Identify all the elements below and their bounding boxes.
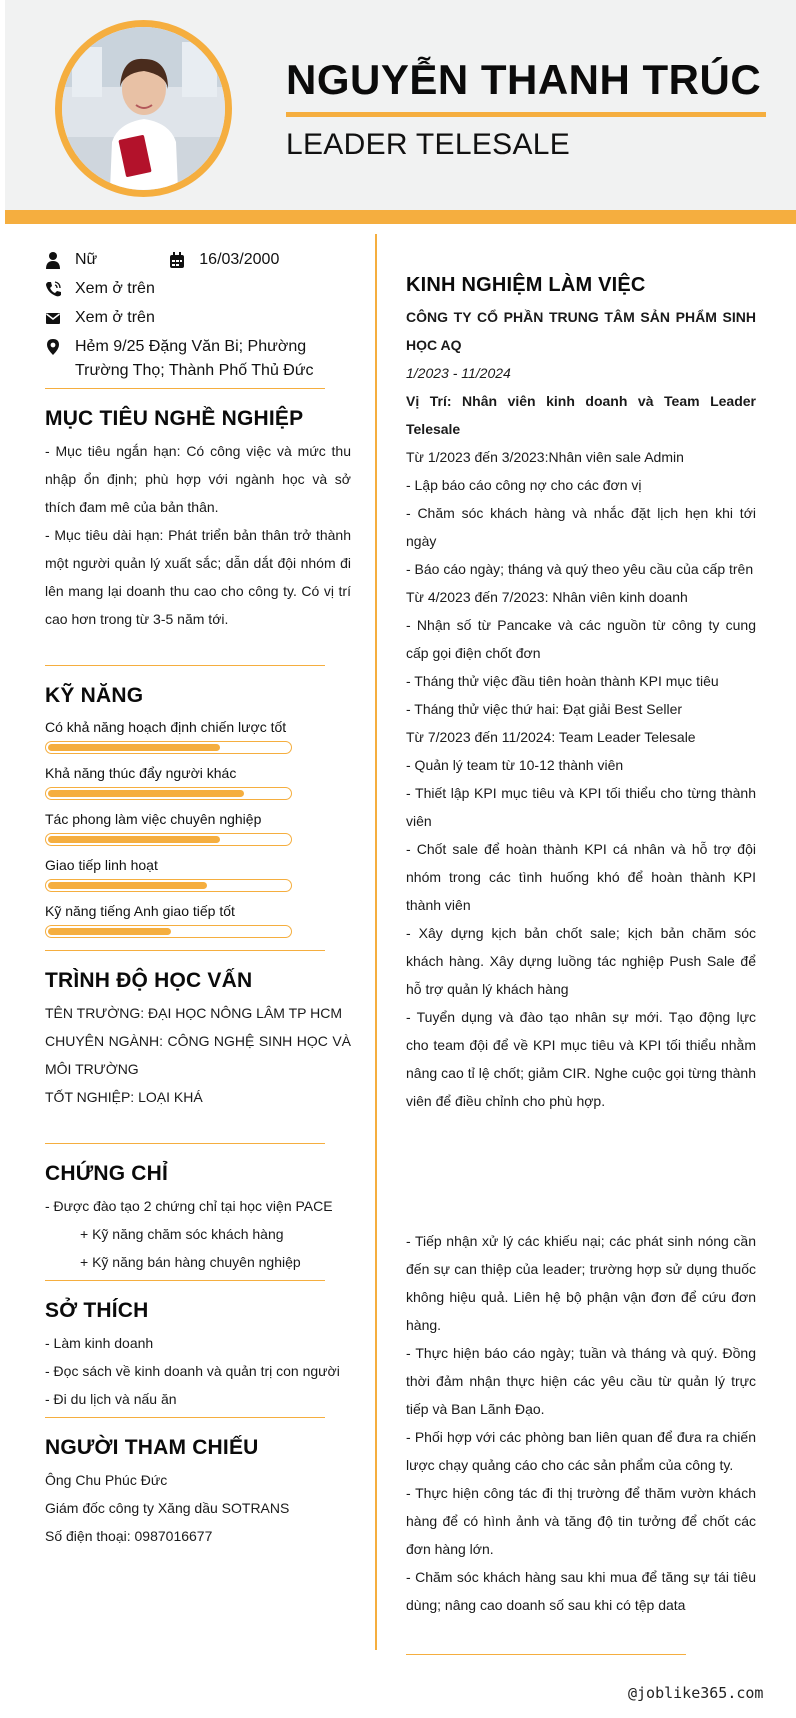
education-school: TÊN TRƯỜNG: ĐẠI HỌC NÔNG LÂM TP HCM [45, 1005, 342, 1021]
objective-long-term: - Mục tiêu dài hạn: Phát triển bản thân trở thành một người quản lý xuất sắc; dẫn dắt đội nhóm đi lên mang lại doanh thu cao cho công ty. Có vị trí cao hơn trong từ 3-5 năm tới. [45, 527, 351, 627]
skill-bar-fill [48, 928, 171, 935]
profile-photo-icon [62, 27, 225, 190]
candidate-role: LEADER TELESALE [286, 128, 571, 161]
person-icon [45, 251, 61, 269]
experience-title: KINH NGHIỆM LÀM VIỆC [406, 274, 646, 296]
certificates-intro: - Được đào tạo 2 chứng chỉ tại học viện PACE [45, 1198, 333, 1214]
gender-text: Nữ [75, 251, 98, 268]
experience-line: - Tuyển dụng và đào tạo nhân sự mới. Tạo động lực cho team đội để về KPI mục tiêu và KPI tối thiểu nhằm nâng cao tỉ lệ chốt; giảm CIR. Nghe cuộc gọi từng thành viên để điều chỉnh cho phù hợp. [406, 1009, 756, 1109]
certificates-text [45, 1192, 351, 1276]
skill-bar [45, 925, 292, 938]
experience-header [406, 303, 756, 443]
name-underline [286, 112, 766, 117]
experience-details-bottom [406, 1227, 756, 1619]
references-text [45, 1466, 351, 1550]
certificate-item: + Kỹ năng bán hàng chuyên nghiệp [80, 1254, 301, 1270]
phone-row [45, 277, 351, 301]
experience-line: - Chốt sale để hoàn thành KPI cá nhân và hỗ trợ đội nhóm trong các tình huống khó để hoàn thành KPI thành viên [406, 841, 756, 913]
experience-line: - Xây dựng kịch bản chốt sale; kịch bản chăm sóc khách hàng. Xây dựng luồng tác nghiệp Push Sale để hỗ trợ quản lý khách hàng [406, 925, 756, 997]
skill-bar [45, 833, 292, 846]
skill-bar-fill [48, 836, 220, 843]
objective-short-term: - Mục tiêu ngắn hạn: Có công việc và mức thu nhập ổn định; phù hợp với ngành học và sở thích đam mê của bản thân. [45, 443, 351, 515]
section-divider [45, 950, 325, 951]
address-text: Hẻm 9/25 Đặng Văn Bi; Phường Trường Thọ; Thành Phố Thủ Đức [75, 338, 314, 379]
candidate-name: NGUYỄN THANH TRÚC [286, 56, 762, 103]
envelope-icon [45, 309, 61, 327]
phone-text: Xem ở trên [75, 280, 155, 297]
education-major: CHUYÊN NGÀNH: CÔNG NGHỆ SINH HỌC VÀ MÔI TRƯỜNG [45, 1033, 351, 1077]
column-divider [375, 234, 377, 1650]
email-row [45, 306, 351, 330]
watermark: @joblike365.com [628, 1684, 764, 1702]
email-text: Xem ở trên [75, 309, 155, 326]
skill-bar-fill [48, 744, 220, 751]
avatar [55, 20, 232, 197]
hobby-item: - Đi du lịch và nấu ăn [45, 1391, 177, 1407]
certificates-title: CHỨNG CHỈ [45, 1162, 169, 1185]
hobbies-text [45, 1329, 351, 1413]
phone-icon [45, 280, 61, 298]
experience-line: - Chăm sóc khách hàng và nhắc đặt lịch hẹn khi tới ngày [406, 505, 756, 549]
experience-details-top [406, 443, 756, 1115]
header-accent-bar [5, 210, 796, 224]
section-divider [45, 388, 325, 389]
education-grade: TỐT NGHIỆP: LOẠI KHÁ [45, 1089, 203, 1105]
experience-line: - Lập báo cáo công nợ cho các đơn vị [406, 477, 642, 493]
right-column [406, 274, 756, 1619]
section-divider [45, 1143, 325, 1144]
experience-line: - Nhận số từ Pancake và các nguồn từ công ty cung cấp gọi điện chốt đơn [406, 617, 756, 661]
skill-bar [45, 787, 292, 800]
section-divider [45, 665, 325, 666]
skill-bar-fill [48, 882, 207, 889]
references-title: NGƯỜI THAM CHIẾU [45, 1436, 259, 1459]
skill-label: Kỹ năng tiếng Anh giao tiếp tốt [45, 903, 235, 919]
hobby-item: - Làm kinh doanh [45, 1335, 154, 1351]
calendar-icon [169, 251, 185, 269]
experience-line: - Tháng thử việc thứ hai: Đạt giải Best Seller [406, 701, 683, 717]
reference-phone: Số điện thoại: 0987016677 [45, 1528, 213, 1544]
skill-label: Tác phong làm việc chuyên nghiệp [45, 811, 262, 827]
work-period: 1/2023 - 11/2024 [406, 365, 511, 381]
experience-line: Từ 1/2023 đến 3/2023:Nhân viên sale Admin [406, 449, 684, 465]
experience-line: - Thực hiện công tác đi thị trường để thăm vườn khách hàng để có hình ảnh và tăng độ tin tưởng để chốt các đơn hàng lớn. [406, 1485, 756, 1557]
certificate-item: + Kỹ năng chăm sóc khách hàng [80, 1226, 284, 1242]
experience-line: - Báo cáo ngày; tháng và quý theo yêu cầu của cấp trên [406, 561, 754, 577]
experience-line: - Thực hiện báo cáo ngày; tuần và tháng và quý. Đồng thời đảm nhận thực hiện các yêu cầu từ quản lý trực tiếp và Ban Lãnh Đạo. [406, 1345, 756, 1417]
objective-text [45, 437, 351, 633]
objective-title: MỤC TIÊU NGHỀ NGHIỆP [45, 407, 304, 430]
hobbies-title: SỞ THÍCH [45, 1299, 149, 1322]
experience-line: - Chăm sóc khách hàng sau khi mua để tăng sự tái tiêu dùng; nâng cao doanh số sau khi có tệp data [406, 1569, 756, 1613]
location-pin-icon [45, 338, 61, 356]
company-name: CÔNG TY CỔ PHẦN TRUNG TÂM SẢN PHẨM SINH HỌC AQ [406, 309, 756, 353]
section-divider [406, 1654, 686, 1655]
reference-name: Ông Chu Phúc Đức [45, 1472, 168, 1488]
skill-bar [45, 879, 292, 892]
experience-line: Từ 7/2023 đến 11/2024: Team Leader Telesale [406, 729, 696, 745]
experience-line: - Thiết lập KPI mục tiêu và KPI tối thiểu cho từng thành viên [406, 785, 756, 829]
work-position: Vị Trí: Nhân viên kinh doanh và Team Leader Telesale [406, 393, 756, 437]
section-divider [45, 1417, 325, 1418]
experience-line: - Tiếp nhận xử lý các khiếu nại; các phát sinh nóng cần đến sự can thiệp của leader; trường hợp sử dụng thuốc không hiệu quả. Liên hệ bộ phận vận đơn để cứu đơn hàng. [406, 1233, 756, 1333]
skills-list [45, 717, 351, 938]
left-column [45, 248, 351, 1550]
skills-title: KỸ NĂNG [45, 684, 144, 707]
section-divider [45, 1280, 325, 1281]
birthday-text: 16/03/2000 [199, 251, 280, 268]
skill-bar-fill [48, 790, 244, 797]
skill-label: Giao tiếp linh hoạt [45, 857, 158, 873]
experience-line: - Phối hợp với các phòng ban liên quan để đưa ra chiến lược chạy quảng cáo cho các sản phẩm của công ty. [406, 1429, 756, 1473]
education-text [45, 999, 351, 1111]
education-title: TRÌNH ĐỘ HỌC VẤN [45, 969, 253, 992]
reference-position: Giám đốc công ty Xăng dầu SOTRANS [45, 1500, 290, 1516]
skill-bar [45, 741, 292, 754]
experience-line: Từ 4/2023 đến 7/2023: Nhân viên kinh doanh [406, 589, 688, 605]
experience-line: - Tháng thử việc đầu tiên hoàn thành KPI mục tiêu [406, 673, 719, 689]
hobby-item: - Đọc sách về kinh doanh và quản trị con người [45, 1363, 340, 1379]
skill-label: Khả năng thúc đẩy người khác [45, 765, 237, 781]
address-row [45, 335, 351, 383]
gender-birthday-row [45, 248, 351, 272]
skill-label: Có khả năng hoạch định chiến lược tốt [45, 719, 287, 735]
experience-line: - Quản lý team từ 10-12 thành viên [406, 757, 624, 773]
